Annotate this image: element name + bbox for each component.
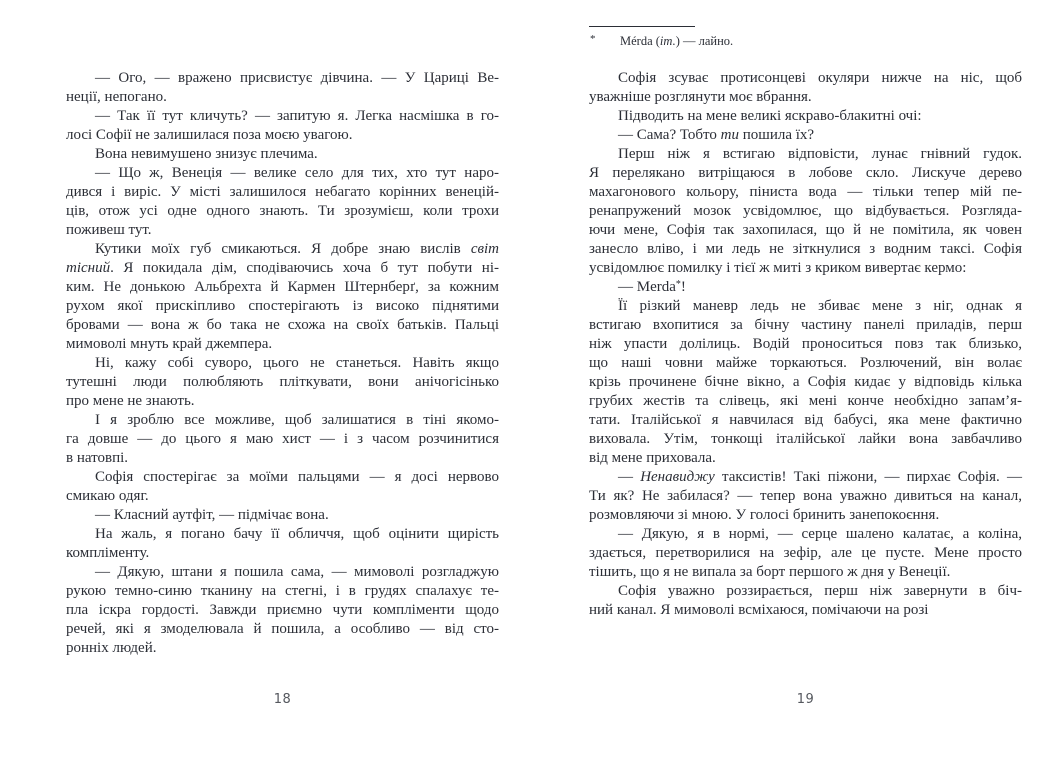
text-line: поживеш тут. — [66, 222, 152, 238]
paragraph — [589, 126, 1022, 145]
text-line: — Що ж, Венеція — велике село для тих, хто тут наро- — [95, 165, 499, 181]
text-line: тутешні люди полюбляють пліткувати, вони анічогісінько — [66, 374, 499, 390]
paragraph — [589, 278, 1022, 297]
text-line: — Merda*! — [618, 279, 686, 295]
text-line: в натовпі. — [66, 450, 129, 466]
text-line: ців, отож усі одне одного знають. Ти зрозумієш, коли трохи — [66, 203, 499, 219]
text-line: На жаль, я погано бачу її обличчя, щоб оцінити щирість — [95, 526, 499, 542]
page-number-left: 18 — [273, 692, 292, 707]
text-line: Ні, кажу собі суворо, цього не станеться. Навіть якщо — [95, 355, 499, 371]
text-line: що наші човни майже торкаються. Розлючений, він волає — [589, 355, 1022, 371]
text-line: здається, перетворилися на зефір, але це пусте. Мене просто — [589, 545, 1022, 561]
paragraph — [66, 240, 499, 354]
text-line: — Дякую, я в нормі, — серце шалено калатає, а коліна, — [618, 526, 1022, 542]
paragraph — [66, 506, 499, 525]
paragraph — [66, 411, 499, 468]
text-line: — Так її тут кличуть? — запитую я. Легка насмішка в го- — [95, 108, 499, 124]
text-line: ніж упасти долілиць. Водій проноситься повз так близько, — [589, 336, 1022, 352]
paragraph — [66, 145, 499, 164]
text-line: розмовляючи зі мною. У голосі бринить занепокоєння. — [589, 507, 940, 523]
text-line: ючи мене, Софія так захопилася, що й не помітила, як човен — [589, 222, 1022, 238]
text-line: крізь прочинене бічне вікно, а Софія кидає у відповідь кілька — [589, 374, 1022, 390]
paragraph — [66, 354, 499, 411]
paragraph — [66, 164, 499, 240]
text-line: мимоволі мнуть край джемпера. — [66, 336, 273, 352]
text-line: ким. Не донькою Альбрехта й Кармен Штернберґ, за кожним — [66, 279, 499, 295]
text-line: занесло вліво, і ми ледь не зіткнулися з водним таксі. Софія — [589, 241, 1022, 257]
text-line: — Дякую, штани я пошила сама, — мимоволі розгладжую — [95, 564, 499, 580]
book-page-right — [589, 0, 1022, 761]
text-line: Перш ніж я встигаю відповісти, лунає гнівний гудок. — [618, 146, 1022, 162]
text-line: рукою темно-синю тканину на стегні, і в грудях спалахує те- — [66, 583, 499, 599]
paragraph — [589, 107, 1022, 126]
paragraph — [589, 145, 1022, 278]
paragraph — [66, 563, 499, 658]
text-line: ний канал. Я мимоволі всміхаюся, помічаючи на розі — [589, 602, 929, 618]
paragraph — [66, 468, 499, 506]
text-line: Ти як? Не забилася? — тепер вона уважно дивиться на канал, — [589, 488, 1022, 504]
paragraph — [66, 107, 499, 145]
footnote-divider — [589, 26, 695, 27]
text-line: Софія зсуває протисонцеві окуляри нижче на ніс, щоб — [618, 70, 1022, 86]
text-line: Вона невимушено знизує плечима. — [95, 146, 318, 162]
text-line: Софія уважно роззирається, перш ніж завернути в біч- — [618, 583, 1022, 599]
text-line: бровами — вона ж бо така не схожа на своїх батьків. Пальці — [66, 317, 499, 333]
text-line: — Ого, — вражено присвистує дівчина. — У Цариці Ве- — [95, 70, 499, 86]
text-line: — Ненавиджу таксистів! Такі піжони, — пирхає Софія. — — [618, 469, 1022, 485]
paragraph — [66, 69, 499, 107]
text-line: пла іскра гордості. Завжди приємно чути компліменти щодо — [66, 602, 499, 618]
text-line: від мене приховала. — [589, 450, 716, 466]
text-column — [66, 69, 499, 658]
text-column — [589, 69, 1022, 620]
text-line: встигаю вхопитися за бічну частину панелі приладів, перш — [589, 317, 1022, 333]
paragraph — [589, 525, 1022, 582]
text-line: га довше — до цього я маю хист — і з часом розчинитися — [66, 431, 499, 447]
text-line: ронніх людей. — [66, 640, 157, 656]
text-line: — Сама? Тобто ти пошила їх? — [618, 127, 815, 143]
text-line: ренапружений мозок усвідомлює, що відбувається. Розгляда- — [589, 203, 1022, 219]
text-line: Кутики моїх губ смикаються. Я добре знаю вислів світ — [95, 241, 499, 257]
paragraph — [589, 582, 1022, 620]
text-line: уважніше розглянути моє вбрання. — [589, 89, 812, 105]
paragraph — [66, 525, 499, 563]
text-line: усвідомлює помилку і тієї ж миті з криком вивертає кермо: — [589, 260, 967, 276]
text-line: речей, які я змоделювала й пошила, а особливо — від сто- — [66, 621, 499, 637]
text-line: Софія спостерігає за моїми пальцями — я досі нервово — [95, 469, 499, 485]
text-line: рухом якої прискіпливо спостерігають із високо піднятими — [66, 298, 499, 314]
text-line: І я зроблю все можливе, щоб залишатися в тіні якомо- — [95, 412, 499, 428]
text-line: махагонового кольору, піниста вода — тільки тепер мій пе- — [589, 184, 1022, 200]
text-line: дився і виріс. У місті залишилося небагато корінних венецій- — [66, 184, 499, 200]
text-line: смикаю одяг. — [66, 488, 149, 504]
paragraph — [589, 69, 1022, 107]
text-line: лосі Софії не залишилася поза моєю увагою. — [66, 127, 353, 143]
text-line: неції, непогано. — [66, 89, 167, 105]
text-line: тати. Італійської я навчилася від бабусі, яка мене фактично — [589, 412, 1022, 428]
text-line: Її різкий маневр ледь не збиває мене з ніг, однак я — [618, 298, 1022, 314]
text-line: Підводить на мене великі яскраво-блакитні очі: — [618, 108, 922, 124]
paragraph — [589, 468, 1022, 525]
text-line: — Класний аутфіт, — підмічає вона. — [95, 507, 329, 523]
page-number-right: 19 — [796, 692, 815, 707]
text-line: грубих жестів та слівець, які мені конче необхідно запам’я- — [589, 393, 1022, 409]
text-line: про мене не знають. — [66, 393, 195, 409]
paragraph — [589, 297, 1022, 468]
footnote-marker: * — [590, 33, 596, 45]
text-line: тішить, що я не випала за борт першого ж дня у Венеції. — [589, 564, 951, 580]
text-line: компліменту. — [66, 545, 150, 561]
footnote — [589, 26, 1022, 50]
footnote-text: Mérda (іт.) — лайно. — [620, 34, 734, 48]
book-page-left — [66, 0, 499, 761]
text-line: Я перелякано витріщаюся в лобове скло. Лискуче дерево — [589, 165, 1022, 181]
text-line: виховала. Утім, тонкощі італійської лайки вона завбачливо — [589, 431, 1022, 447]
footnote-line — [589, 34, 1022, 50]
text-line: тісний. Я покидала дім, сподіваючись хоча б тут побути ні- — [66, 260, 499, 276]
